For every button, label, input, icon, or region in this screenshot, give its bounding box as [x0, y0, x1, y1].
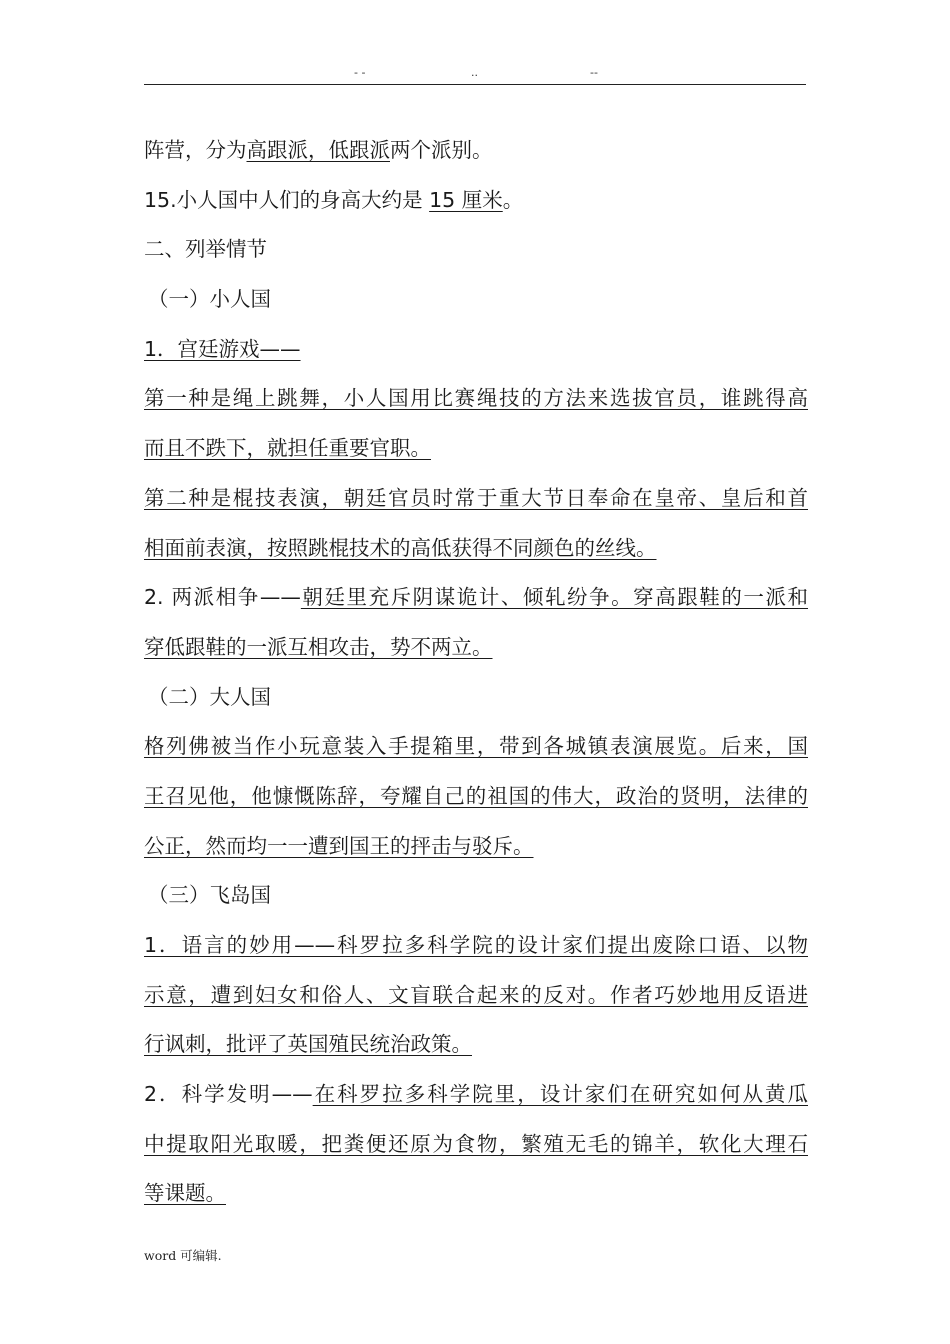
header-mark-right: --	[590, 66, 598, 79]
text-line	[144, 822, 808, 872]
text-segment: （三）飞岛国	[148, 883, 271, 908]
text-line	[144, 673, 808, 723]
text-line	[144, 126, 808, 176]
text-line	[144, 722, 808, 772]
text-segment: 15.小人国中人们的身高大约是	[144, 187, 430, 212]
text-line	[144, 573, 808, 623]
text-line	[144, 275, 808, 325]
underlined-text: 而且不跌下，就担任重要官职。	[144, 436, 431, 461]
underlined-text: 第二种是棍技表演，朝廷官员时常于重大节日奉命在皇帝、皇后和首	[144, 485, 808, 510]
underlined-text: 相面前表演，按照跳棍技术的高低获得不同颜色的丝线。	[144, 535, 657, 560]
text-segment: （二）大人国	[148, 684, 271, 709]
text-line	[144, 325, 808, 375]
text-segment: 阵营，分为	[144, 138, 247, 162]
document-body	[144, 126, 808, 1219]
header-mark-left: - -	[354, 66, 366, 79]
text-line	[144, 1020, 808, 1070]
text-line	[144, 1070, 808, 1120]
text-segment: 二、列举情节	[144, 237, 267, 262]
underlined-text: 穿低跟鞋的一派互相攻击，势不两立。	[144, 634, 493, 659]
text-segment: 2. 两派相争——	[144, 585, 301, 610]
underlined-text: 中提取阳光取暖，把粪便还原为食物，繁殖无毛的锦羊，软化大理石	[144, 1131, 808, 1156]
underlined-text: 朝廷里充斥阴谋诡计、倾轧纷争。穿高跟鞋的一派和	[300, 585, 809, 610]
underlined-text: 等课题。	[144, 1181, 226, 1206]
underlined-text: 1．语言的妙用——科罗拉多科学院的设计家们提出废除口语、以物	[144, 933, 808, 957]
underlined-text: 公正，然而均一一遭到国王的抨击与驳斥。	[144, 833, 534, 858]
text-segment: 两个派别。	[390, 138, 493, 162]
underlined-text: 行讽刺，批评了英国殖民统治政策。	[144, 1032, 472, 1057]
text-line	[144, 772, 808, 822]
underlined-text: 15 厘米	[429, 187, 503, 212]
underlined-text: 1．宫廷游戏——	[144, 336, 301, 361]
underlined-text: 格列佛被当作小玩意装入手提箱里，带到各城镇表演展览。后来，国	[144, 734, 808, 759]
text-line	[144, 971, 808, 1021]
underlined-text: 第一种是绳上跳舞，小人国用比赛绳技的方法来选拔官员，谁跳得高	[144, 386, 808, 411]
text-line	[144, 871, 808, 921]
text-line	[144, 374, 808, 424]
underlined-text: 高跟派，低跟派	[246, 138, 390, 162]
text-line	[144, 1120, 808, 1170]
underlined-text: 示意，遭到妇女和俗人、文盲联合起来的反对。作者巧妙地用反语进	[144, 982, 808, 1007]
text-line	[144, 225, 808, 275]
text-segment: （一）小人国	[148, 287, 271, 312]
text-segment: 。	[502, 187, 524, 212]
text-line	[144, 176, 808, 226]
text-line	[144, 424, 808, 474]
page-footer: word 可编辑.	[144, 1248, 222, 1263]
header-mark-center: ..	[471, 66, 478, 79]
text-line	[144, 524, 808, 574]
underlined-text: 在科罗拉多科学院里，设计家们在研究如何从黄瓜	[312, 1082, 808, 1107]
text-line	[144, 921, 808, 971]
text-line	[144, 474, 808, 524]
page-header	[144, 62, 806, 85]
underlined-text: 王召见他，他慷慨陈辞，夸耀自己的祖国的伟大，政治的贤明，法律的	[144, 783, 808, 808]
text-line	[144, 623, 808, 673]
text-segment: 2．科学发明——	[144, 1082, 313, 1107]
text-line	[144, 1169, 808, 1219]
